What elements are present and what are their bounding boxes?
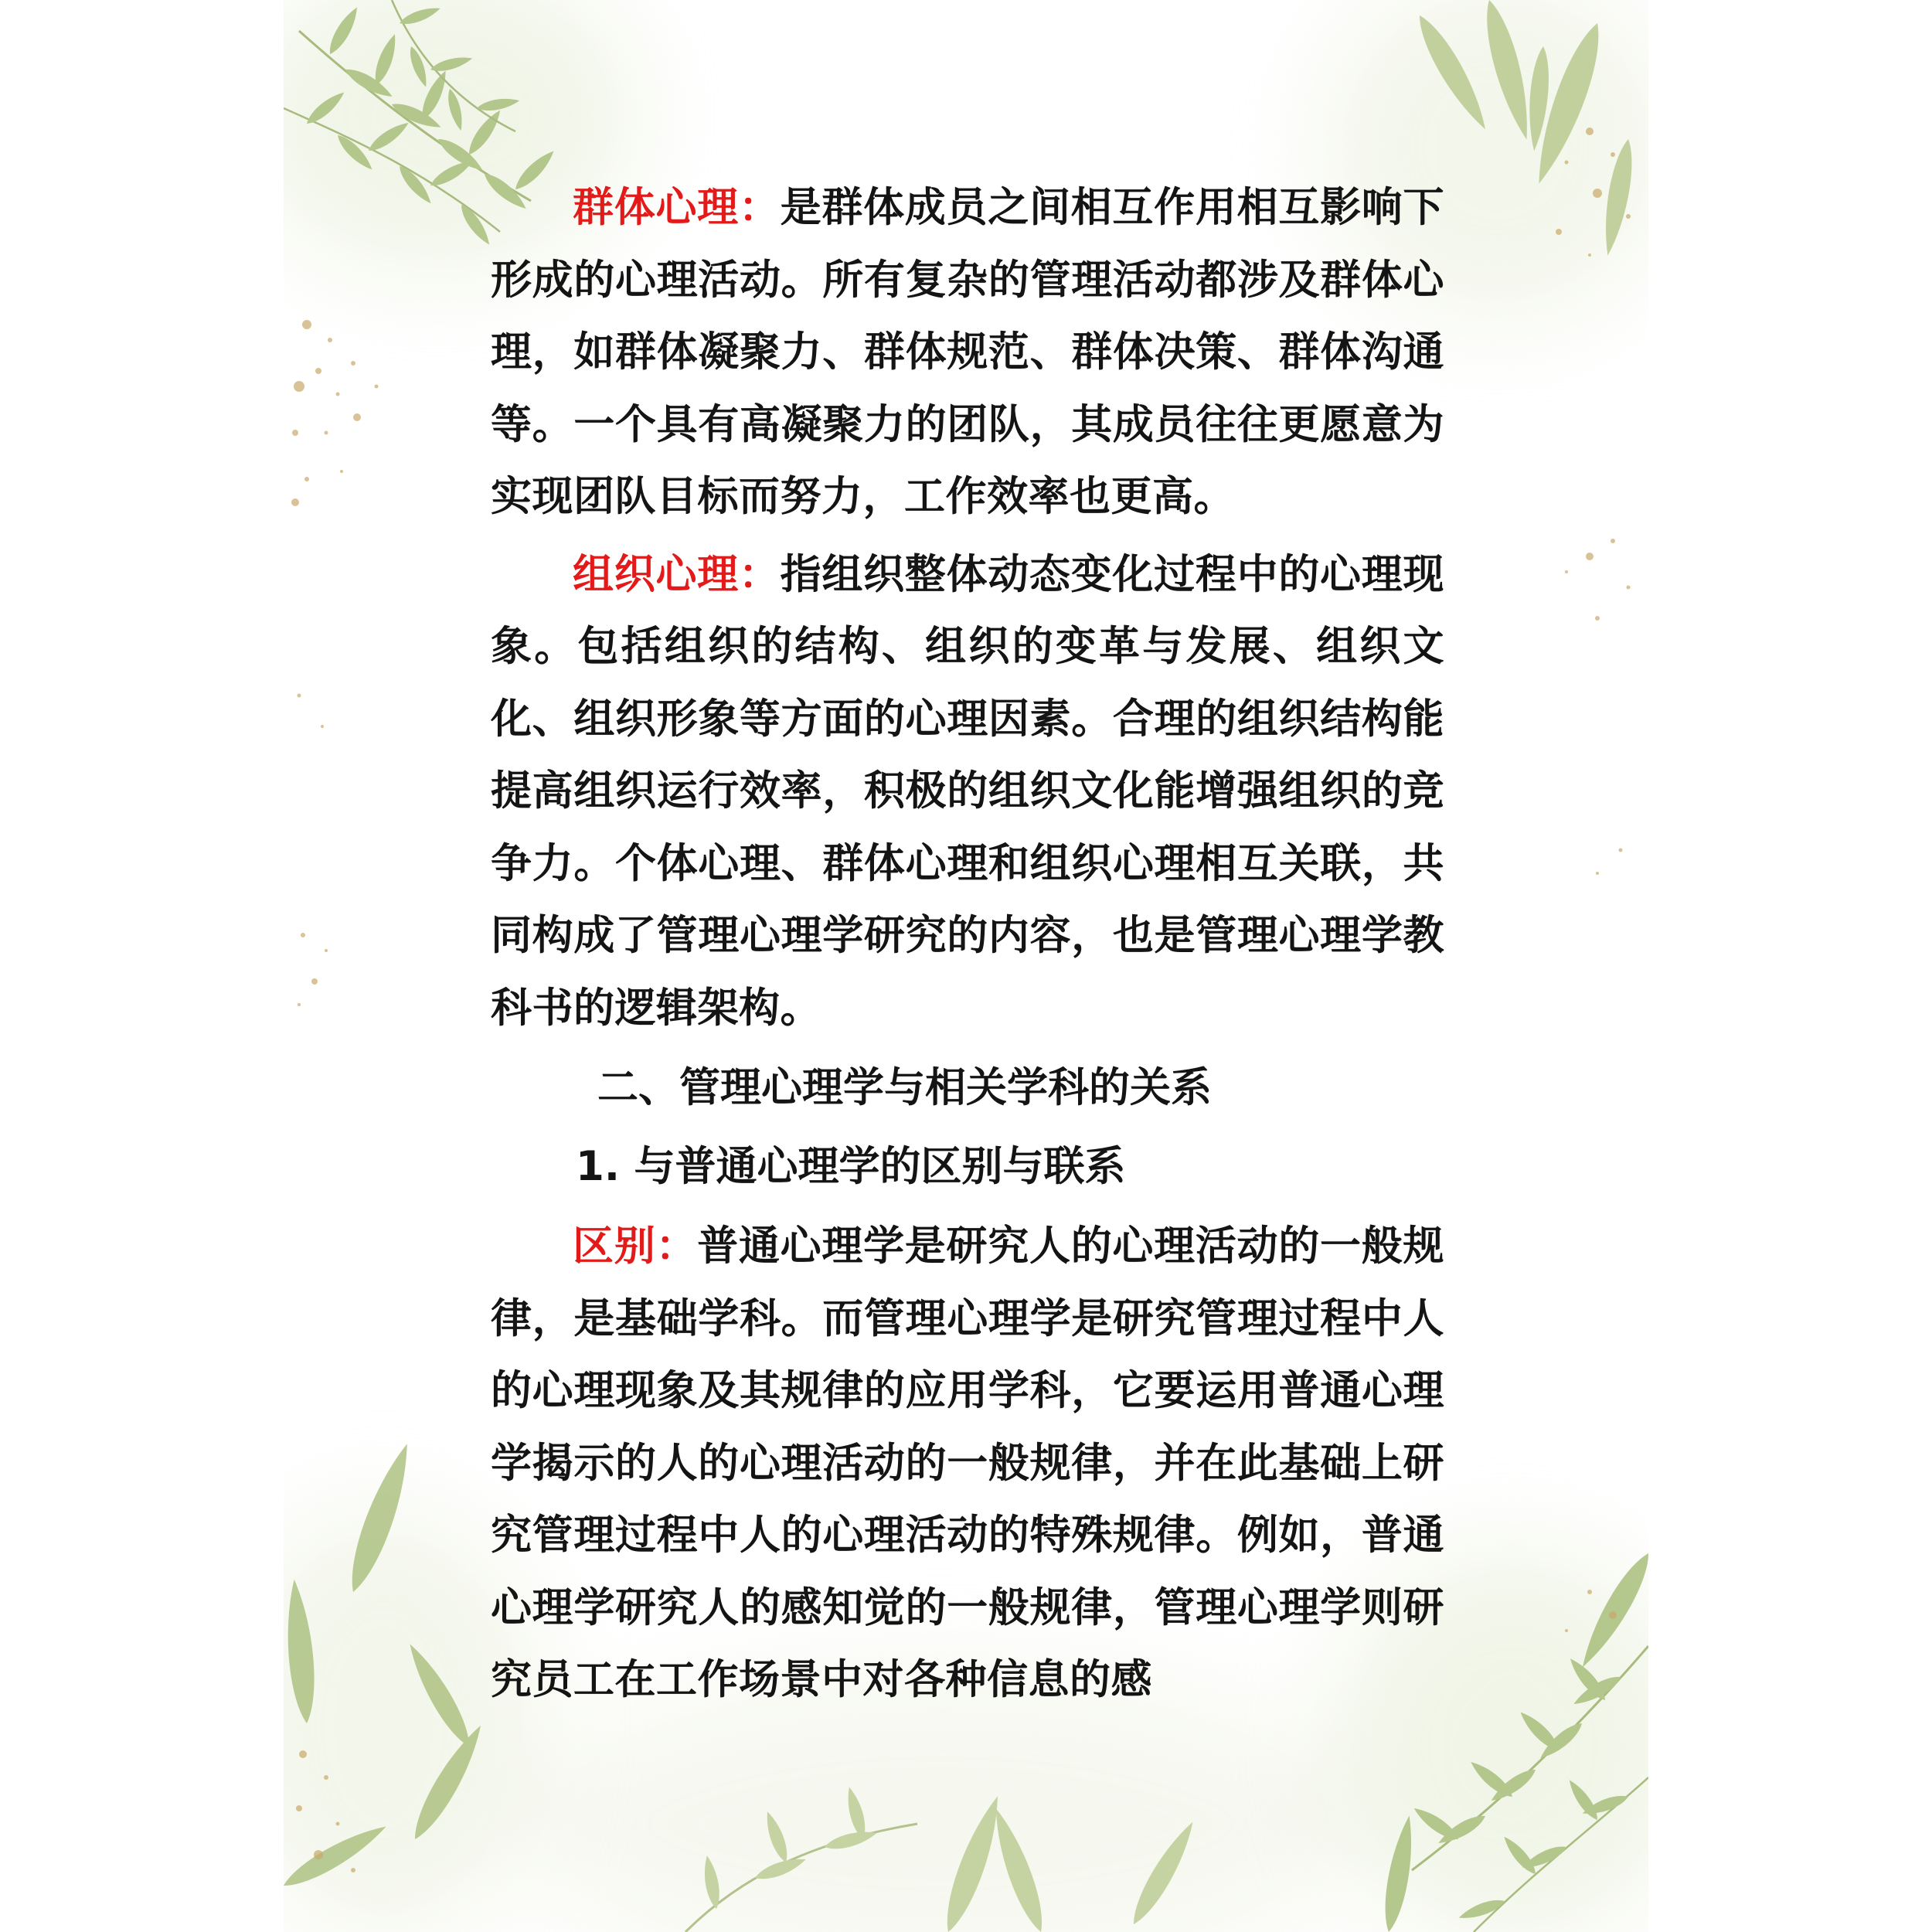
subsection-heading: 1. 与普通心理学的区别与联系 <box>576 1143 1126 1190</box>
paragraph-text: 普通心理学是研究人的心理活动的一般规律，是基础学科。而管理心理学是研究管理过程中人的心理现象及其规律的应用学科，它要运用普通心理学揭示的人的心理活动的一般规律，并在此基础上研究管理过程中人的心理活动的特殊规律。例如，普通心理学研究人的感知觉的一般规律，管理心理学则研究员工在工作场景中对各种信息的感 <box>491 1223 1445 1703</box>
term-organization-psychology: 组织心理： <box>573 550 781 598</box>
paragraph-group-psychology <box>491 172 1444 533</box>
willow-leaf-icon <box>685 1785 1202 1932</box>
document-sheet <box>284 0 1648 1932</box>
paragraph-text: 是群体成员之间相互作用相互影响下形成的心理活动。所有复杂的管理活动都涉及群体心理，如群体凝聚力、群体规范、群体决策、群体沟通等。一个具有高凝聚力的团队，其成员往往更愿意为实现团队目标而努力，工作效率也更高。 <box>491 184 1444 520</box>
paragraph-organization-psychology <box>491 539 1444 1045</box>
term-difference: 区别： <box>573 1223 698 1270</box>
paragraph-text: 指组织整体动态变化过程中的心理现象。包括组织的结构、组织的变革与发展、组织文化、组织形象等方面的心理因素。合理的组织结构能提高组织运行效率，积极的组织文化能增强组织的竞争力。个体心理、群体心理和组织心理相互关联，共同构成了管理心理学研究的内容，也是管理心理学教科书的逻辑架构。 <box>491 550 1444 1032</box>
document-body <box>491 172 1444 1716</box>
paragraph-difference <box>491 1210 1444 1716</box>
section-heading: 二、管理心理学与相关学科的关系 <box>597 1064 1212 1111</box>
term-group-psychology: 群体心理： <box>573 184 781 231</box>
willow-leaf-icon <box>284 1439 490 1894</box>
